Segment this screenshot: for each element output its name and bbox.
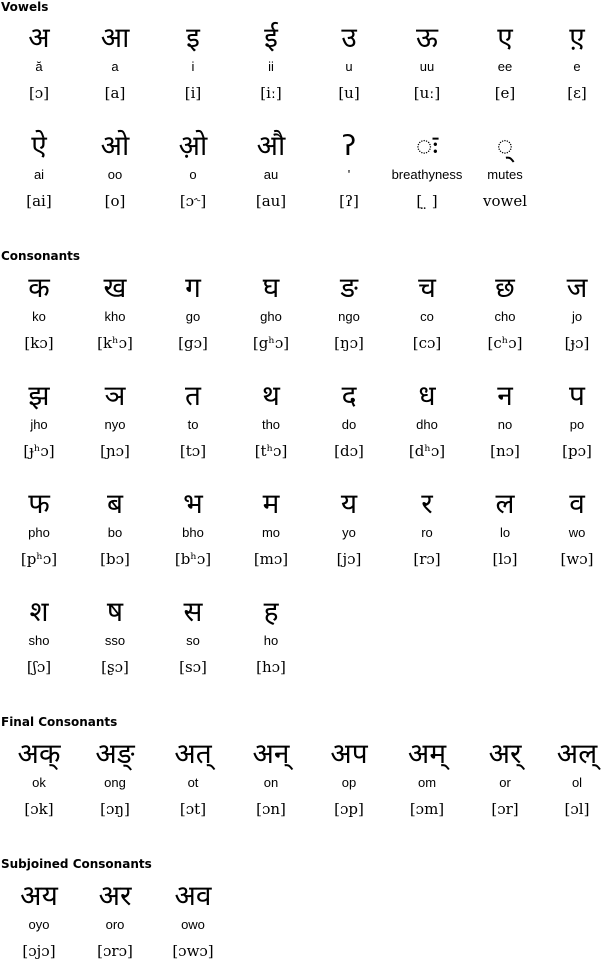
ipa-pronunciation: [ɟʰɔ] [23,442,55,460]
devanagari-letter: झ [28,379,50,412]
ipa-pronunciation: [ŋɔ] [334,334,364,352]
devanagari-letter: आ [100,21,130,54]
transliteration: ong [104,775,126,790]
transliteration: jo [571,309,583,324]
devanagari-letter: प [569,379,585,412]
devanagari-letter: त [185,379,201,412]
transliteration: on [263,775,279,790]
devanagari-letter: अल् [556,737,598,770]
letter-cell [76,378,154,461]
devanagari-letter: ग [185,271,201,304]
ipa-pronunciation: [lɔ] [492,550,518,568]
devanagari-letter: अय [20,879,58,912]
letter-cell [154,270,232,353]
devanagari-letter: अ [28,21,50,54]
devanagari-letter: भ [183,487,203,520]
ipa-pronunciation: [pɔ] [562,442,592,460]
letter-cell [76,20,154,103]
transliteration: nyo [104,417,126,432]
devanagari-letter: र [421,487,433,520]
letter-cell [538,20,616,103]
devanagari-letter: अन् [252,737,290,770]
devanagari-letter: ए [497,21,513,54]
letter-cell [0,486,78,569]
letter-cell [538,736,616,819]
transliteration: om [417,775,437,790]
transliteration: bo [107,525,123,540]
section-heading-consonants: Consonants [1,249,81,263]
transliteration: uu [419,59,435,74]
letter-cell [154,486,232,569]
devanagari-letter: अङ् [95,737,135,770]
devanagari-letter: औ [256,129,286,162]
letter-cell [76,594,154,677]
transliteration: owo [181,917,205,932]
devanagari-letter: ई [264,21,278,54]
transliteration: ee [497,59,513,74]
letter-cell [466,20,544,103]
transliteration: mo [261,525,281,540]
ipa-pronunciation: [ɔŋ] [100,800,130,818]
letter-cell [388,128,466,211]
letter-cell [310,486,388,569]
transliteration: go [185,309,201,324]
devanagari-letter: ख [103,271,127,304]
devanagari-letter: न [497,379,513,412]
devanagari-letter: ष [106,595,124,628]
letter-cell [0,270,78,353]
ipa-pronunciation: [e] [494,84,516,102]
ipa-pronunciation: [ɔrɔ] [97,942,133,960]
letter-cell [466,378,544,461]
ipa-pronunciation: [gɔ] [178,334,208,352]
ipa-pronunciation: [ɔjɔ] [22,942,56,960]
ipa-pronunciation: [wɔ] [560,550,594,568]
ipa-pronunciation: [o] [104,192,126,210]
ipa-pronunciation: [ɲɔ] [100,442,130,460]
ipa-pronunciation: [bʰɔ] [174,550,212,568]
ipa-pronunciation: [ʃɔ] [26,658,52,676]
devanagari-letter: स [183,595,203,628]
ipa-pronunciation: [ɔr] [491,800,519,818]
ipa-pronunciation: [kʰɔ] [97,334,133,352]
letter-cell [0,736,78,819]
transliteration: gho [260,309,282,324]
transliteration: wo [568,525,586,540]
transliteration: bho [182,525,204,540]
ipa-pronunciation: [iː] [260,84,282,102]
devanagari-letter: अर् [488,737,522,770]
transliteration: so [186,633,200,648]
ipa-pronunciation: [tɔ] [179,442,207,460]
transliteration: kho [104,309,126,324]
transliteration: ro [421,525,433,540]
ipa-pronunciation: [i] [184,84,202,102]
transliteration: ngo [338,309,360,324]
letter-cell [0,128,78,211]
ipa-pronunciation: [cɔ] [412,334,442,352]
ipa-pronunciation: [dɔ] [334,442,364,460]
letter-cell [154,878,232,961]
letter-cell [232,378,310,461]
transliteration: breathyness [391,167,463,182]
letter-cell [232,736,310,819]
transliteration: ai [33,167,45,182]
section-heading-subjoined-consonants: Subjoined Consonants [1,857,152,871]
letter-cell [310,20,388,103]
ipa-pronunciation: [ɔwɔ] [172,942,214,960]
letter-cell [310,270,388,353]
ipa-pronunciation: [ɔl] [564,800,590,818]
letter-cell [232,128,310,211]
devanagari-letter: ओ [100,129,130,162]
devanagari-letter: ए़ [569,21,585,54]
letter-cell [310,378,388,461]
letter-cell [0,594,78,677]
devanagari-letter: छ [495,271,515,304]
transliteration: ă [35,59,43,74]
transliteration: dho [416,417,438,432]
devanagari-letter: अम् [407,737,447,770]
devanagari-letter: ब [107,487,123,520]
ipa-pronunciation: [jɔ] [336,550,362,568]
devanagari-letter: अव [174,879,212,912]
ipa-pronunciation: [dʰɔ] [408,442,446,460]
letter-cell [538,486,616,569]
letter-cell [388,378,466,461]
ipa-pronunciation: [sɔ] [179,658,207,676]
devanagari-letter: ल [495,487,515,520]
ipa-pronunciation: [ɟɔ] [564,334,590,352]
section-heading-vowels: Vowels [1,0,49,14]
devanagari-letter: अप [330,737,368,770]
transliteration: tho [261,417,281,432]
ipa-pronunciation: [ɔ˞] [179,192,207,210]
transliteration: sso [104,633,126,648]
ipa-pronunciation: [au] [255,192,287,210]
ipa-pronunciation: [kɔ] [24,334,54,352]
letter-cell [154,128,232,211]
devanagari-letter: क [28,271,50,304]
transliteration: op [341,775,357,790]
devanagari-letter: व [569,487,585,520]
devanagari-letter: द [341,379,357,412]
devanagari-letter: इ [186,21,200,54]
transliteration: jho [30,417,48,432]
transliteration: u [345,59,353,74]
ipa-pronunciation: [mɔ] [253,550,289,568]
transliteration: pho [28,525,50,540]
ipa-pronunciation: [bɔ] [100,550,130,568]
ipa-pronunciation: [hɔ] [256,658,286,676]
devanagari-letter: ङ [340,271,358,304]
ipa-pronunciation: [ɔt] [179,800,207,818]
devanagari-letter: ◌ः [415,129,439,162]
letter-cell [154,378,232,461]
ipa-pronunciation: [a] [104,84,126,102]
ipa-pronunciation: [ɔn] [256,800,286,818]
devanagari-letter: य [340,487,358,520]
transliteration: oo [107,167,123,182]
ipa-pronunciation: [ʔ] [339,192,359,210]
devanagari-letter: ऊ [416,21,438,54]
letter-cell [0,20,78,103]
devanagari-letter: ओ़ [178,129,208,162]
letter-cell [76,270,154,353]
letter-cell [232,486,310,569]
transliteration: do [341,417,357,432]
ipa-pronunciation: [uː] [413,84,441,102]
devanagari-letter: च [418,271,436,304]
ipa-pronunciation: [ɔm] [409,800,445,818]
letter-cell [388,486,466,569]
ipa-pronunciation: [ ̤ ] [416,192,438,210]
ipa-pronunciation: [cʰɔ] [487,334,523,352]
transliteration: a [111,59,119,74]
ipa-pronunciation: vowel [482,192,528,210]
devanagari-letter: थ [262,379,280,412]
transliteration: no [497,417,513,432]
ipa-pronunciation: [pʰɔ] [20,550,58,568]
transliteration: co [420,309,434,324]
transliteration: lo [499,525,511,540]
letter-cell [154,736,232,819]
letter-cell [310,128,388,211]
transliteration: ok [32,775,46,790]
devanagari-letter: म [262,487,280,520]
devanagari-letter: अर [98,879,132,912]
letter-cell [76,486,154,569]
transliteration: ho [263,633,279,648]
letter-cell [310,736,388,819]
devanagari-letter: घ [262,271,280,304]
ipa-pronunciation: [ɛ] [567,84,587,102]
transliteration: sho [28,633,50,648]
transliteration: yo [342,525,356,540]
transliteration: or [499,775,511,790]
ipa-pronunciation: [rɔ] [413,550,441,568]
letter-cell [76,878,154,961]
ipa-pronunciation: [ɔp] [334,800,364,818]
transliteration: ot [187,775,199,790]
ipa-pronunciation: [ai] [26,192,52,210]
letter-cell [388,20,466,103]
letter-cell [0,378,78,461]
letter-cell [232,270,310,353]
devanagari-letter: फ [28,487,50,520]
transliteration: cho [494,309,516,324]
devanagari-letter: अक् [17,737,61,770]
ipa-pronunciation: [tʰɔ] [254,442,288,460]
letter-cell [0,878,78,961]
devanagari-letter: ऐ [31,129,47,162]
devanagari-letter: श [29,595,49,628]
transliteration: po [569,417,585,432]
devanagari-letter: उ [341,21,357,54]
devanagari-letter: ञ [104,379,126,412]
section-heading-final-consonants: Final Consonants [1,715,118,729]
ipa-pronunciation: [u] [338,84,360,102]
devanagari-letter: ʔ [341,129,357,162]
transliteration: oro [105,917,125,932]
ipa-pronunciation: [ʂɔ] [101,658,129,676]
letter-cell [76,128,154,211]
transliteration: ii [268,59,274,74]
transliteration: oyo [28,917,50,932]
transliteration: i [191,59,195,74]
transliteration: e [573,59,581,74]
letter-cell [538,378,616,461]
letter-cell [466,270,544,353]
ipa-pronunciation: [gʰɔ] [252,334,290,352]
letter-cell [466,128,544,211]
transliteration: to [187,417,199,432]
letter-cell [76,736,154,819]
letter-cell [154,594,232,677]
letter-cell [154,20,232,103]
ipa-pronunciation: [ɔ] [28,84,50,102]
letter-cell [466,486,544,569]
transliteration: o [189,167,197,182]
letter-cell [466,736,544,819]
devanagari-letter: ह [263,595,279,628]
transliteration: mutes [487,167,523,182]
transliteration: ol [571,775,583,790]
ipa-pronunciation: [nɔ] [490,442,520,460]
ipa-pronunciation: [ɔk] [24,800,54,818]
letter-cell [232,594,310,677]
letter-cell [232,20,310,103]
devanagari-letter: ◌् [496,129,514,162]
devanagari-letter: ज [566,271,588,304]
letter-cell [388,270,466,353]
transliteration: au [263,167,279,182]
letter-cell [538,270,616,353]
transliteration: ko [32,309,46,324]
devanagari-letter: ध [418,379,436,412]
transliteration: ' [347,167,351,182]
letter-cell [388,736,466,819]
devanagari-letter: अत् [174,737,212,770]
